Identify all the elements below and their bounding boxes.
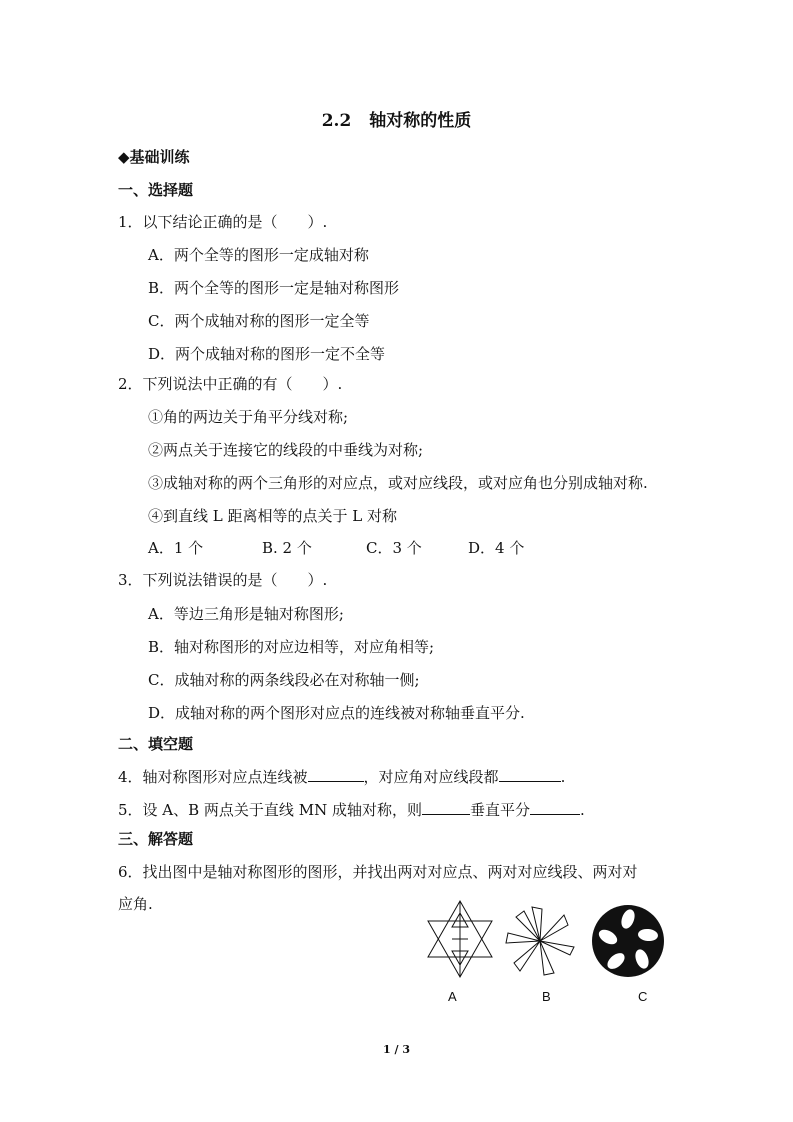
q3-option-b: B．轴对称图形的对应边相等，对应角相等; xyxy=(148,638,435,656)
section-number: 2.2 xyxy=(321,111,352,131)
part1-heading: 一、选择题 xyxy=(118,181,194,199)
q1-option-d: D．两个成轴对称的图形一定不全等 xyxy=(148,345,386,363)
q5-part-a: 5．设 A、B 两点关于直线 MN 成轴对称，则 xyxy=(118,801,422,819)
q5-blank-2[interactable] xyxy=(530,799,580,815)
section-title: 轴对称的性质 xyxy=(369,111,472,131)
q5-part-c: . xyxy=(579,801,585,819)
q4-part-c: . xyxy=(560,768,566,786)
part2-heading: 二、填空题 xyxy=(118,735,194,753)
q1-option-a: A．两个全等的图形一定成轴对称 xyxy=(148,246,369,264)
q2-option-a: A．1 个 xyxy=(148,539,204,557)
basic-training-heading: ◆基础训练 xyxy=(118,148,190,166)
figure-c-label: C xyxy=(638,989,648,1004)
q3-option-a: A．等边三角形是轴对称图形; xyxy=(148,605,344,623)
figure-b-label: B xyxy=(542,989,551,1004)
q4-part-a: 4．轴对称图形对应点连线被 xyxy=(118,768,308,786)
q3-option-c: C．成轴对称的两条线段必在对称轴一侧; xyxy=(148,671,420,689)
figure-b-pinwheel-icon xyxy=(502,903,578,979)
q6-line-1: 6．找出图中是轴对称图形的图形，并找出两对对应点、两对对应线段、两对对 xyxy=(118,863,638,881)
part3-heading: 三、解答题 xyxy=(118,830,194,848)
page-title xyxy=(0,106,793,131)
figure-a-star-icon xyxy=(424,899,496,979)
q6-line-2: 应角. xyxy=(118,895,153,913)
q2-statement-1: ①角的两边关于角平分线对称; xyxy=(148,408,349,426)
q1-option-c: C．两个成轴对称的图形一定全等 xyxy=(148,312,370,330)
page-number: 1 / 3 xyxy=(383,1043,410,1056)
q2-statement-3: ③成轴对称的两个三角形的对应点，或对应线段，或对应角也分别成轴对称. xyxy=(148,474,648,492)
q1-option-b: B．两个全等的图形一定是轴对称图形 xyxy=(148,279,400,297)
q2-stem: 2．下列说法中正确的有（ ）. xyxy=(118,375,343,393)
figure-a-label: A xyxy=(448,989,457,1004)
figures-area xyxy=(418,893,688,1013)
q2-statement-2: ②两点关于连接它的线段的中垂线为对称; xyxy=(148,441,424,459)
q3-option-d: D．成轴对称的两个图形对应点的连线被对称轴垂直平分. xyxy=(148,704,525,722)
q4-text xyxy=(118,766,565,787)
figure-c-flower-circle-icon xyxy=(590,903,666,979)
q5-text xyxy=(118,799,585,820)
q1-stem: 1．以下结论正确的是（ ）. xyxy=(118,213,328,231)
q2-option-d: D．4 个 xyxy=(468,539,525,557)
q3-stem: 3．下列说法错误的是（ ）. xyxy=(118,571,328,589)
q2-statement-4: ④到直线 L 距离相等的点关于 L 对称 xyxy=(148,507,397,525)
q2-option-b: B. 2 个 xyxy=(262,539,312,557)
q4-blank-1[interactable] xyxy=(308,766,364,782)
q5-blank-1[interactable] xyxy=(422,799,470,815)
q2-option-c: C．3 个 xyxy=(366,539,422,557)
q4-part-b: ，对应角对应线段都 xyxy=(363,768,499,786)
q2-options xyxy=(148,538,524,558)
q4-blank-2[interactable] xyxy=(499,766,561,782)
q5-part-b: 垂直平分 xyxy=(469,801,530,819)
